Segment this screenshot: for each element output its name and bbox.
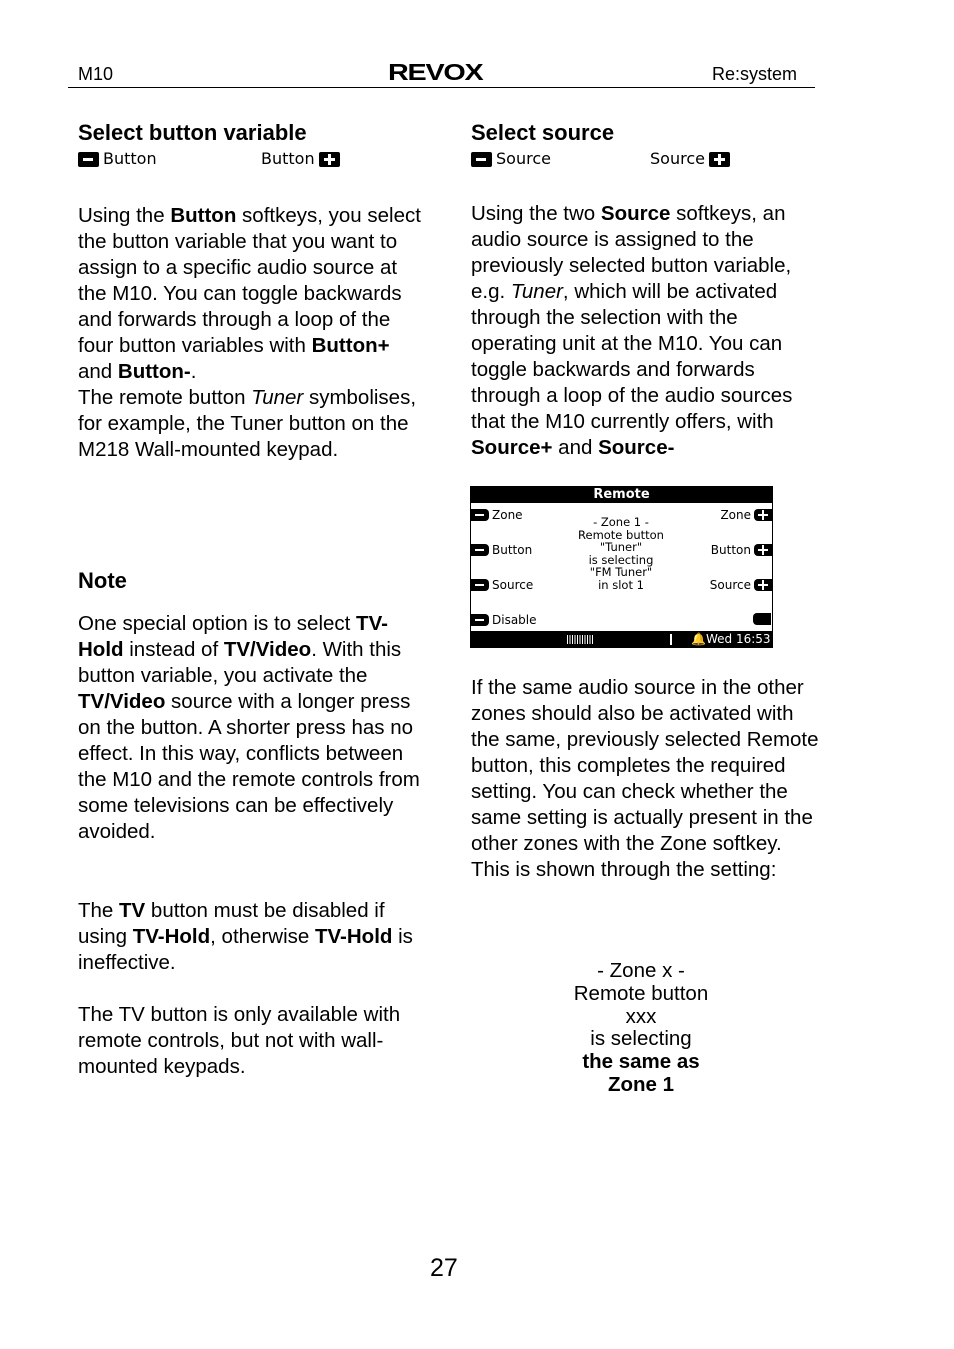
display-center-text xyxy=(556,516,686,592)
left-paragraph-3 xyxy=(78,611,428,845)
softkey-label: Button xyxy=(261,149,315,168)
level-meter-icon xyxy=(567,635,594,644)
italic-text: Tuner xyxy=(510,280,563,303)
bold-text: Button xyxy=(170,204,237,227)
bold-text: TV-Hold xyxy=(314,925,393,948)
text: button must be disabled if using xyxy=(78,899,385,948)
softkey-plus xyxy=(650,146,730,172)
remote-display xyxy=(470,486,773,648)
minus-icon xyxy=(471,579,489,591)
display-key-zone-minus xyxy=(471,508,523,522)
display-line: in slot 1 xyxy=(598,577,644,592)
text: , otherwise xyxy=(210,925,315,948)
section-heading: Select button variable xyxy=(78,120,307,145)
key-label: Disable xyxy=(492,613,537,627)
display-key-blank xyxy=(753,613,771,625)
softkey-minus xyxy=(78,146,157,172)
text: If the same audio source in the other zones should also be activated with the same, previously selected Remote button, this completes the required setting. You can check whether the same setting is actually present in the other zones with the Zone softkey. This is shown through the setting: xyxy=(471,676,819,881)
minus-icon xyxy=(471,509,489,521)
right-paragraph-2 xyxy=(471,675,821,883)
softkey-label: Source xyxy=(496,149,551,168)
text: The TV button is only available with remote controls, but not with wall-mounted keypads. xyxy=(78,1003,401,1078)
softkey-label: Source xyxy=(650,149,705,168)
right-column xyxy=(471,120,821,170)
setting-line-bold: the same as xyxy=(582,1050,700,1074)
bold-text: Source- xyxy=(598,436,675,459)
minus-icon xyxy=(471,152,492,167)
setting-line: - Zone x - xyxy=(597,959,685,982)
italic-text: Tuner xyxy=(251,386,304,409)
bold-text: Source xyxy=(600,202,671,225)
plus-icon xyxy=(754,509,772,521)
setting-line: is selecting xyxy=(590,1027,692,1051)
text: softkeys, you select the button variable that you want to assign to a specific audio source at the M10. You can toggle backwards and forwards through a loop of the four button variables with xyxy=(78,204,421,357)
key-label: Source xyxy=(709,578,751,592)
softkey-row xyxy=(471,146,821,170)
note-heading: Note xyxy=(78,568,127,593)
text: , which will be activated through the selection with the operating unit at the M10. You can toggle backwards and forwards through a loop of the audio sources that the M10 currently offers, with xyxy=(471,280,793,433)
softkey-label: Button xyxy=(103,149,157,168)
display-key-zone-plus xyxy=(720,508,772,522)
text: is ineffective. xyxy=(78,925,413,974)
softkey-row xyxy=(78,146,428,170)
text: and xyxy=(552,436,599,459)
header-model: M10 xyxy=(78,64,114,84)
left-paragraph-1 xyxy=(78,203,428,463)
header-system: Re:system xyxy=(712,64,798,84)
display-key-source-plus xyxy=(710,578,772,592)
display-body xyxy=(471,503,772,631)
text: Using the xyxy=(78,204,171,227)
setting-line-bold: Zone 1 xyxy=(607,1072,675,1096)
note-section xyxy=(78,568,428,594)
bold-text: TV/Video xyxy=(78,690,166,713)
bold-text: Button+ xyxy=(311,334,390,357)
key-label: Zone xyxy=(720,508,751,522)
key-label: Source xyxy=(492,578,534,592)
bold-text: TV-Hold xyxy=(132,925,211,948)
key-label: Zone xyxy=(492,508,523,522)
text: . xyxy=(190,360,197,383)
text: instead of xyxy=(123,638,224,661)
text: symbolises, for example, the Tuner button on the M218 Wall-mounted keypad. xyxy=(78,386,417,461)
left-column xyxy=(78,120,428,170)
text: . With this button variable, you activate the xyxy=(78,638,402,687)
display-line: "FM Tuner" xyxy=(589,565,653,580)
setting-line: xxx xyxy=(625,1004,657,1028)
marker-icon xyxy=(670,634,672,645)
text: source with a longer press on the button. A shorter press has no effect. In this way, conflicts between the M10 and the remote controls from some televisions can be effectively avoided. xyxy=(78,690,420,843)
display-line: - Zone 1 - xyxy=(593,515,649,529)
page-number: 27 xyxy=(430,1254,458,1282)
text: softkeys, an audio source is assigned to the previously selected button variable, e.g. xyxy=(471,202,792,303)
setting-line: Remote button xyxy=(573,981,709,1005)
left-paragraph-4 xyxy=(78,898,428,976)
bold-text: TV xyxy=(119,899,146,922)
plus-icon xyxy=(754,579,772,591)
left-paragraph-5 xyxy=(78,1002,428,1080)
text: Using the two xyxy=(471,202,601,225)
key-label: Button xyxy=(492,543,533,557)
bold-text: Button- xyxy=(117,360,191,383)
plus-icon xyxy=(754,544,772,556)
display-title: Remote xyxy=(593,487,650,502)
display-key-source-minus xyxy=(471,578,533,592)
revox-logo: REVOX xyxy=(388,59,483,85)
display-status-bar xyxy=(470,631,773,648)
bold-text: TV/Video xyxy=(223,638,312,661)
display-line: Remote button xyxy=(578,527,664,542)
minus-icon xyxy=(78,152,99,167)
display-clock: Wed 16:53 xyxy=(706,632,771,646)
text: The xyxy=(78,899,120,922)
display-key-button-minus xyxy=(471,543,532,557)
minus-icon xyxy=(471,544,489,556)
section-heading: Select source xyxy=(471,120,615,145)
softkey-plus xyxy=(261,146,340,172)
bold-text: Source+ xyxy=(471,436,553,459)
display-line: "Tuner" xyxy=(599,540,643,555)
setting-example xyxy=(541,960,741,1097)
text: One special option is to select xyxy=(78,612,357,635)
header-rule xyxy=(68,87,815,88)
plus-icon xyxy=(709,152,730,167)
bell-icon: 🔔 xyxy=(691,632,706,646)
display-line: is selecting xyxy=(588,552,654,567)
text: and xyxy=(78,360,118,383)
text: The remote button xyxy=(78,386,252,409)
minus-icon xyxy=(471,614,489,626)
bold-text: TV-Hold xyxy=(78,612,388,661)
display-key-disable xyxy=(471,613,537,627)
right-paragraph-1 xyxy=(471,201,821,461)
softkey-minus xyxy=(471,146,551,172)
display-key-button-plus xyxy=(711,543,772,557)
plus-icon xyxy=(319,152,340,167)
key-label: Button xyxy=(710,543,751,557)
